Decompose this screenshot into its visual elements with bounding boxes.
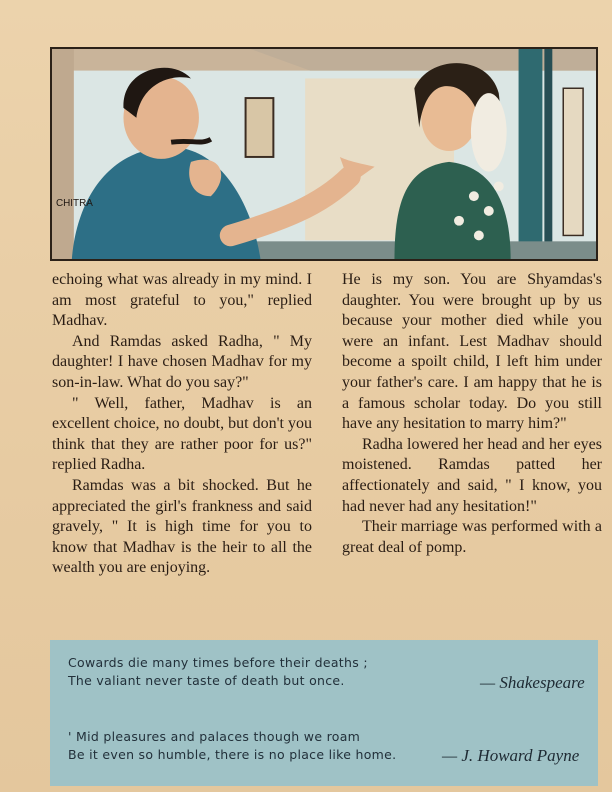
quote-author: — Shakespeare	[480, 673, 585, 692]
quotation-shakespeare	[68, 654, 368, 690]
story-illustration	[50, 47, 598, 261]
quote-line: Be it even so humble, there is no place like home.	[68, 747, 397, 762]
quote-line: The valiant never taste of death but once.	[68, 673, 345, 688]
paragraph: And Ramdas asked Radha, " My daughter! I have chosen Madhav for my son-in-law. What do you say?"	[52, 332, 312, 391]
quotation-payne	[68, 728, 396, 764]
artist-signature: CHITRA	[55, 198, 93, 209]
paragraph: echoing what was already in my mind. I am most grateful to you," replied Madhav.	[52, 271, 312, 330]
paragraph: Their marriage was performed with a great deal of pomp.	[342, 518, 602, 556]
left-text-column	[52, 270, 312, 579]
paragraph: He is my son. You are Shyamdas's daughter. You were brought up by us because your mother died while you were an infant. Lest Madhav should become a spoilt child, I left him under your father's care. I am happy that he is a famous scholar today. Do you still have any hesitation to marry him?"	[342, 271, 602, 433]
quote-author: — J. Howard Payne	[442, 746, 580, 765]
paragraph: " Well, father, Madhav is an excellent choice, no doubt, but don't you think that they are rather poor for us?" replied Radha.	[52, 394, 312, 474]
quotations-box	[50, 640, 598, 786]
quote-line: Cowards die many times before their deaths ;	[68, 655, 368, 670]
paragraph: Radha lowered her head and her eyes moistened. Ramdas patted her affectionately and said, " I know, you had never had any hesitation!"	[342, 435, 602, 515]
quote-line: ' Mid pleasures and palaces though we roam	[68, 729, 361, 744]
right-text-column	[342, 270, 602, 558]
paragraph: Ramdas was a bit shocked. But he appreciated the girl's frankness and said gravely, " It is high time for you to know that Madhav is the heir to all the wealth you are enjoying.	[52, 476, 312, 577]
illustration-drawing	[52, 49, 596, 259]
